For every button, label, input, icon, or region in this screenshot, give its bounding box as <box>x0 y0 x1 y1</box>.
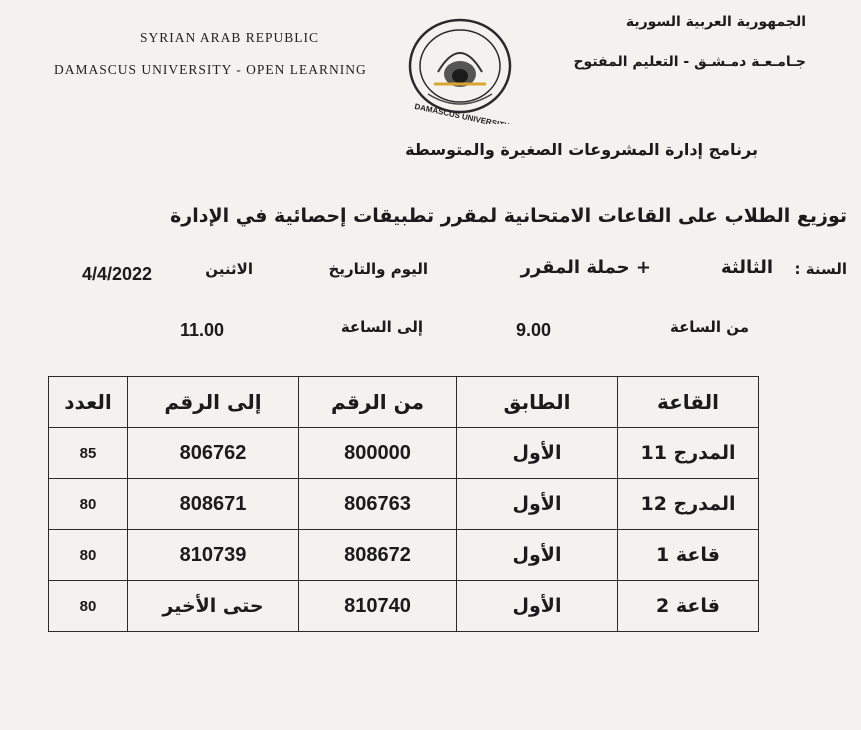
cell-hall: قاعة 1 <box>618 530 759 581</box>
date-value: 4/4/2022 <box>82 264 153 284</box>
cell-count: 80 <box>49 530 128 581</box>
allocation-table <box>48 376 759 632</box>
table-row <box>49 530 759 581</box>
cell-to-number: 810739 <box>128 530 299 581</box>
cell-count: 80 <box>49 581 128 632</box>
cell-to-number: 806762 <box>128 428 299 479</box>
to-time-label: إلى الساعة <box>340 318 423 336</box>
header-from-number: من الرقم <box>299 377 457 428</box>
cell-hall: المدرج 12 <box>618 479 759 530</box>
table-header-row <box>49 377 759 428</box>
cell-count: 80 <box>49 479 128 530</box>
cell-hall: قاعة 2 <box>618 581 759 632</box>
header-floor: الطابق <box>457 377 618 428</box>
cell-floor: الأول <box>457 479 618 530</box>
header-to-number: إلى الرقم <box>128 377 299 428</box>
cell-floor: الأول <box>457 530 618 581</box>
table-row <box>49 479 759 530</box>
from-time-value: 9.00 <box>516 320 552 340</box>
cell-floor: الأول <box>457 581 618 632</box>
table-row <box>49 581 759 632</box>
header-en-line1: SYRIAN ARAB REPUBLIC <box>140 30 320 45</box>
cell-to-number: 808671 <box>128 479 299 530</box>
cell-to-number: حتى الأخير <box>128 581 299 632</box>
header-hall: القاعة <box>618 377 759 428</box>
header-en-line2: DAMASCUS UNIVERSITY - OPEN LEARNING <box>54 62 367 77</box>
course-holders: + حملة المقرر <box>520 257 651 278</box>
header-ar-line1: الجمهورية العربية السورية <box>625 14 806 30</box>
svg-text:DAMASCUS UNIVERSITY: DAMASCUS UNIVERSITY <box>413 101 510 124</box>
header-count: العدد <box>49 377 128 428</box>
university-logo <box>398 14 526 124</box>
cell-from-number: 806763 <box>299 479 457 530</box>
from-time-label: من الساعة <box>669 318 749 336</box>
year-value: الثالثة <box>720 257 773 278</box>
table-row <box>49 428 759 479</box>
cell-count: 85 <box>49 428 128 479</box>
cell-from-number: 810740 <box>299 581 457 632</box>
cell-from-number: 800000 <box>299 428 457 479</box>
program-name: برنامج إدارة المشروعات الصغيرة والمتوسطة <box>405 140 758 159</box>
to-time-value: 11.00 <box>180 320 225 340</box>
cell-floor: الأول <box>457 428 618 479</box>
day-value: الاثنين <box>205 260 253 278</box>
cell-from-number: 808672 <box>299 530 457 581</box>
page-title: توزيع الطلاب على القاعات الامتحانية لمقرر تطبيقات إحصائية في الإدارة <box>170 205 847 227</box>
year-label: السنة : <box>794 260 847 278</box>
header-ar-line2: جـامـعـة دمـشـق - التعليم المفتوح <box>573 54 806 70</box>
day-date-label: اليوم والتاريخ <box>328 260 428 278</box>
cell-hall: المدرج 11 <box>618 428 759 479</box>
